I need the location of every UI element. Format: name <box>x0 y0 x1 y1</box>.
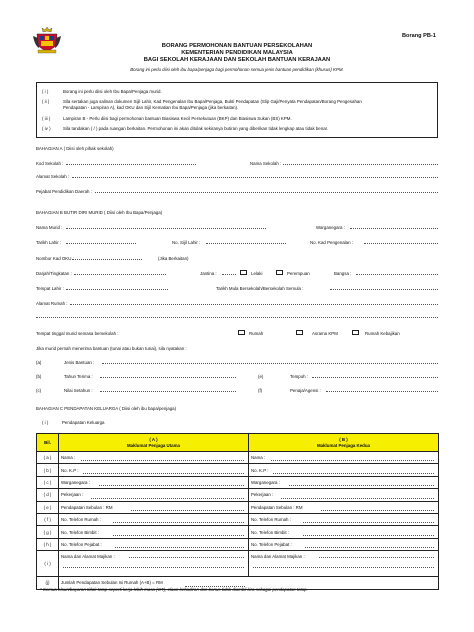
kod-sekolah-field[interactable] <box>66 164 196 165</box>
row-bil: (j) <box>37 577 59 589</box>
penjaga-b-tel-pejabat[interactable] <box>249 538 439 550</box>
alamat-rumah-label: Alamat Rumah : <box>36 301 68 306</box>
alamat-rumah-field-1[interactable] <box>70 304 438 305</box>
total-label: Jumlah Pendapatan Sebulan Isi Rumah (A+B) = RM <box>61 580 163 586</box>
section-c-sub-number: ( i ) <box>42 420 49 425</box>
col-a-header-title: Maklumat Penjaga Utama <box>127 442 180 448</box>
item-e-label: (e) <box>258 374 264 379</box>
cell-label: Nama dan Alamat Majikan : <box>61 554 115 560</box>
nama-sekolah-label: Nama Sekolah : <box>250 161 282 166</box>
row-bil: ( h ) <box>37 538 59 550</box>
tarikh-lahir-field[interactable] <box>66 243 136 244</box>
ppd-field[interactable] <box>95 192 438 193</box>
cell-label: No. Telefon Rumah : <box>61 517 101 523</box>
no-sijil-lahir-field[interactable] <box>206 243 286 244</box>
penjaga-a-warganegara[interactable] <box>59 476 249 488</box>
penjaga-a-tel-pejabat[interactable] <box>59 538 249 550</box>
note-3-number: ( iii ) <box>42 116 51 121</box>
alamat-sekolah-field[interactable] <box>72 177 438 178</box>
tarikh-mula-label: Tarikh Mula Bersekolah/Bersekolah Semula : <box>216 286 304 291</box>
lelaki-checkbox[interactable] <box>240 270 247 275</box>
col-a-header-code: ( A ) <box>149 437 158 442</box>
cell-dots <box>83 473 244 474</box>
penjaga-b-pendapatan[interactable] <box>249 501 439 513</box>
row-bil: ( a ) <box>37 452 59 464</box>
nilai-setahun-label: Nilai Setahun : <box>64 388 93 393</box>
cell-dots <box>131 510 244 511</box>
note-3-text: Lampiran B - Perlu diisi bagi permohonan bantuan Biasiswa Kecil Persekutuan (BKP) dan Biasiswa Sukan (BS) KPM. <box>63 116 292 121</box>
coat-of-arms-logo <box>32 26 62 54</box>
kad-oku-field[interactable] <box>72 259 142 260</box>
table-row <box>37 538 439 550</box>
rumah-checkbox[interactable] <box>238 330 245 335</box>
cell-dots <box>63 567 244 568</box>
table-row <box>37 464 439 476</box>
cell-label: Pendapatan Sebulan : RM <box>251 504 303 510</box>
form-title-line-3: BAGI SEKOLAH KERAJAAN DAN SEKOLAH BANTUAN KERAJAAN <box>143 57 331 63</box>
section-c-sub-title: Pendapatan Keluarga <box>62 420 105 425</box>
penjaga-b-pekerjaan[interactable] <box>249 489 439 501</box>
table-row <box>37 551 439 577</box>
penjaga-a-tel-rumah[interactable] <box>59 513 249 525</box>
col-a-header <box>59 434 249 452</box>
penjaga-a-majikan[interactable] <box>59 551 249 577</box>
penjaga-b-tel-rumah[interactable] <box>249 513 439 525</box>
cell-dots <box>113 522 244 523</box>
cell-label: Nama : <box>61 455 76 461</box>
cell-dots <box>129 557 244 558</box>
cell-dots <box>321 510 434 511</box>
table-row <box>37 489 439 501</box>
tempat-lahir-field[interactable] <box>66 289 168 290</box>
cell-dots <box>303 535 434 536</box>
perempuan-checkbox[interactable] <box>276 270 283 275</box>
penjaga-b-tel-bimbit[interactable] <box>249 526 439 538</box>
warganegara-field[interactable] <box>350 228 438 229</box>
cell-label: No. Telefon Pejabat : <box>61 541 102 547</box>
row-bil: ( b ) <box>37 464 59 476</box>
penjaga-b-nama[interactable] <box>249 452 439 464</box>
note-4-number: ( iv ) <box>42 126 51 131</box>
cell-dots <box>115 547 244 548</box>
nilai-setahun-field[interactable] <box>100 391 236 392</box>
nama-murid-field[interactable] <box>66 228 266 229</box>
cell-label: Pendapatan Sebulan : RM <box>61 504 113 510</box>
row-bil: ( e ) <box>37 501 59 513</box>
item-b-label: (b) <box>36 374 42 379</box>
tempoh-field[interactable] <box>312 377 438 378</box>
penjaga-b-warganegara[interactable] <box>249 476 439 488</box>
tempoh-label: Tempoh : <box>290 374 309 379</box>
instructions-box <box>36 82 438 138</box>
cell-dots <box>91 498 244 499</box>
cell-dots <box>273 473 434 474</box>
cell-label: No. Telefon Bimbit : <box>251 529 289 535</box>
tahun-terima-label: Tahun Terima : <box>64 374 93 379</box>
section-b-heading: BAHAGIAN B BUTIR DIRI MURID ( Diisi oleh Ibu Bapa/Penjaga) <box>36 210 163 215</box>
cell-dots <box>113 535 244 536</box>
form-title-line-1: BORANG PERMOHONAN BANTUAN PERSEKOLAHAN <box>161 43 313 49</box>
tarikh-mula-field[interactable] <box>330 289 438 290</box>
cell-label: No. Telefon Rumah : <box>251 517 291 523</box>
alamat-sekolah-label: Alamat Sekolah : <box>36 174 70 179</box>
table-row <box>37 513 439 525</box>
no-sijil-lahir-label: No. Sijil Lahir : <box>172 240 201 245</box>
kad-oku-label: Nombor Kad OKU : <box>36 256 74 261</box>
rumah-kebajikan-label: Rumah Kebajikan <box>365 331 400 336</box>
penjaga-a-pendapatan[interactable] <box>59 501 249 513</box>
no-kp-field[interactable] <box>364 243 438 244</box>
tempat-lahir-label: Tempat Lahir : <box>36 286 64 291</box>
lelaki-label: Lelaki <box>251 271 263 276</box>
cell-label: Pekerjaan : <box>61 492 84 498</box>
jika-berkaitan-note: (Jika Berkaitan) <box>158 256 189 261</box>
income-table <box>36 433 439 590</box>
penjaga-a-nama[interactable] <box>59 452 249 464</box>
jenis-bantuan-label: Jenis Bantuan : <box>64 360 95 365</box>
ppd-label: Pejabat Pendidikan Daerah : <box>36 189 92 194</box>
table-row <box>37 526 439 538</box>
penaja-label: Penaja/Agensi : <box>290 388 321 393</box>
row-bil: ( g ) <box>37 526 59 538</box>
jantina-label: Jantina : <box>200 271 217 276</box>
cell-label: Pekerjaan : <box>251 492 274 498</box>
col-b-header-code: ( B ) <box>339 437 348 442</box>
section-a-heading: BAHAGIAN A ( Diisi oleh pihak sekolah) <box>36 146 114 151</box>
row-bil: ( d ) <box>37 489 59 501</box>
item-f-label: (f) <box>258 388 263 393</box>
darjah-field[interactable] <box>74 274 166 275</box>
cell-label: No. Telefon Bimbit : <box>61 529 99 535</box>
tahun-terima-field[interactable] <box>100 377 236 378</box>
table-row <box>37 501 439 513</box>
nama-murid-label: Nama Murid : <box>36 225 63 230</box>
penjaga-b-majikan[interactable] <box>249 551 439 577</box>
perempuan-label: Perempuan <box>287 271 310 276</box>
income-table-header <box>37 434 439 452</box>
penjaga-a-tel-bimbit[interactable] <box>59 526 249 538</box>
row-bil: ( c ) <box>37 476 59 488</box>
asrama-checkbox[interactable] <box>296 330 303 335</box>
no-kp-label: No. Kad Pengenalan : <box>310 240 353 245</box>
col-b-header <box>249 434 439 452</box>
form-subtitle: Borang ini perlu diisi oleh ibu bapa/penjaga bagi permohonan semua jenis bantuan pendidikan (khusus) KPM. <box>130 67 344 72</box>
cell-dots <box>289 485 434 486</box>
form-title-line-2: KEMENTERIAN PENDIDIKAN MALAYSIA <box>181 50 293 56</box>
cell-label: No. K.P : <box>61 467 79 473</box>
penjaga-a-no-kp[interactable] <box>59 464 249 476</box>
cell-dots <box>281 498 434 499</box>
note-2-number: ( ii ) <box>42 99 50 104</box>
cell-label: Warganegara : <box>251 479 280 485</box>
footnote: * Semua elaun/bayaran tidak tetap seperti kerja lebih masa (OT), elaun kehadiran dan bonus tidak diambil kira sebagai pendapatan tetap. <box>40 587 308 592</box>
rumah-kebajikan-checkbox[interactable] <box>352 330 359 335</box>
bangsa-field[interactable] <box>356 274 438 275</box>
cell-label: No. Telefon Pejabat : <box>251 541 292 547</box>
asrama-label: Asrama KPM <box>312 331 338 336</box>
item-c-label: (c) <box>36 388 42 393</box>
table-row <box>37 476 439 488</box>
cell-label: Nama : <box>251 455 266 461</box>
cell-label: Warganegara : <box>61 479 90 485</box>
note-1-number: ( i ) <box>42 89 49 94</box>
section-c-heading: BAHAGIAN C PENDAPATAN KELUARGA ( Diisi oleh ibu bapa/penjaga) <box>36 406 177 411</box>
cell-dots <box>271 460 434 461</box>
bil-header: Bil. <box>37 434 59 452</box>
jenis-bantuan-field[interactable] <box>102 363 438 364</box>
tarikh-lahir-label: Tarikh Lahir : <box>36 240 62 245</box>
warganegara-label: Warganegara : <box>316 225 345 230</box>
note-2-text: Sila sertakan juga salinan dokumen Sijil Lahir, Kad Pengenalan Ibu Bapa/Penjaga, Bukti Pendapatan (Slip Gaji/Penyata Pendapatan/Borang Pengesahan <box>63 99 362 104</box>
bangsa-label: Bangsa : <box>334 271 352 276</box>
kod-sekolah-label: Kod Sekolah : <box>36 161 64 166</box>
cell-dots <box>81 460 244 461</box>
row-bil: ( i ) <box>37 551 59 577</box>
table-row <box>37 452 439 464</box>
cell-label: Nama dan Alamat Majikan : <box>251 554 305 560</box>
rumah-label: Rumah <box>249 331 264 336</box>
form-code: Borang PB-1 <box>402 33 436 39</box>
col-b-header-title: Maklumat Penjaga Kedua <box>317 442 370 448</box>
alamat-rumah-field-2[interactable] <box>36 317 438 318</box>
darjah-label: Darjah/Tingkatan : <box>36 271 72 276</box>
item-a-label: (a) <box>36 360 42 365</box>
tempat-tinggal-label: Tempat tinggal murid semasa bersekolah : <box>36 331 119 336</box>
cell-dots <box>319 557 434 558</box>
cell-label: No. K.P : <box>251 467 269 473</box>
note-2-text-cont: Pendapatan - Lampiran A), kad OKU dan Sijil Kematian Ibu Bapa/Penjaga (jika berkaitan). <box>63 105 239 110</box>
penaja-field[interactable] <box>326 391 438 392</box>
penjaga-b-no-kp[interactable] <box>249 464 439 476</box>
note-1-text: Borang ini perlu diisi oleh Ibu Bapa/Penjaga murid. <box>63 89 162 94</box>
nama-sekolah-field[interactable] <box>283 164 438 165</box>
penjaga-a-pekerjaan[interactable] <box>59 489 249 501</box>
note-4-text: Sila tandakan ( / ) pada ruangan berkaitan. Permohonan ini akan ditolak sekiranya butiran yang diberikan tidak lengkap atau tidak benar. <box>63 126 329 131</box>
row-bil: ( f ) <box>37 513 59 525</box>
jika-menerima-label: Jika murid pernah menerima bantuan (tunai atau bukan tunai), sila nyatakan : <box>36 346 187 351</box>
cell-dots <box>303 522 434 523</box>
cell-dots <box>253 567 434 568</box>
cell-dots <box>305 547 434 548</box>
jantina-dots <box>222 274 236 275</box>
cell-dots <box>99 485 244 486</box>
